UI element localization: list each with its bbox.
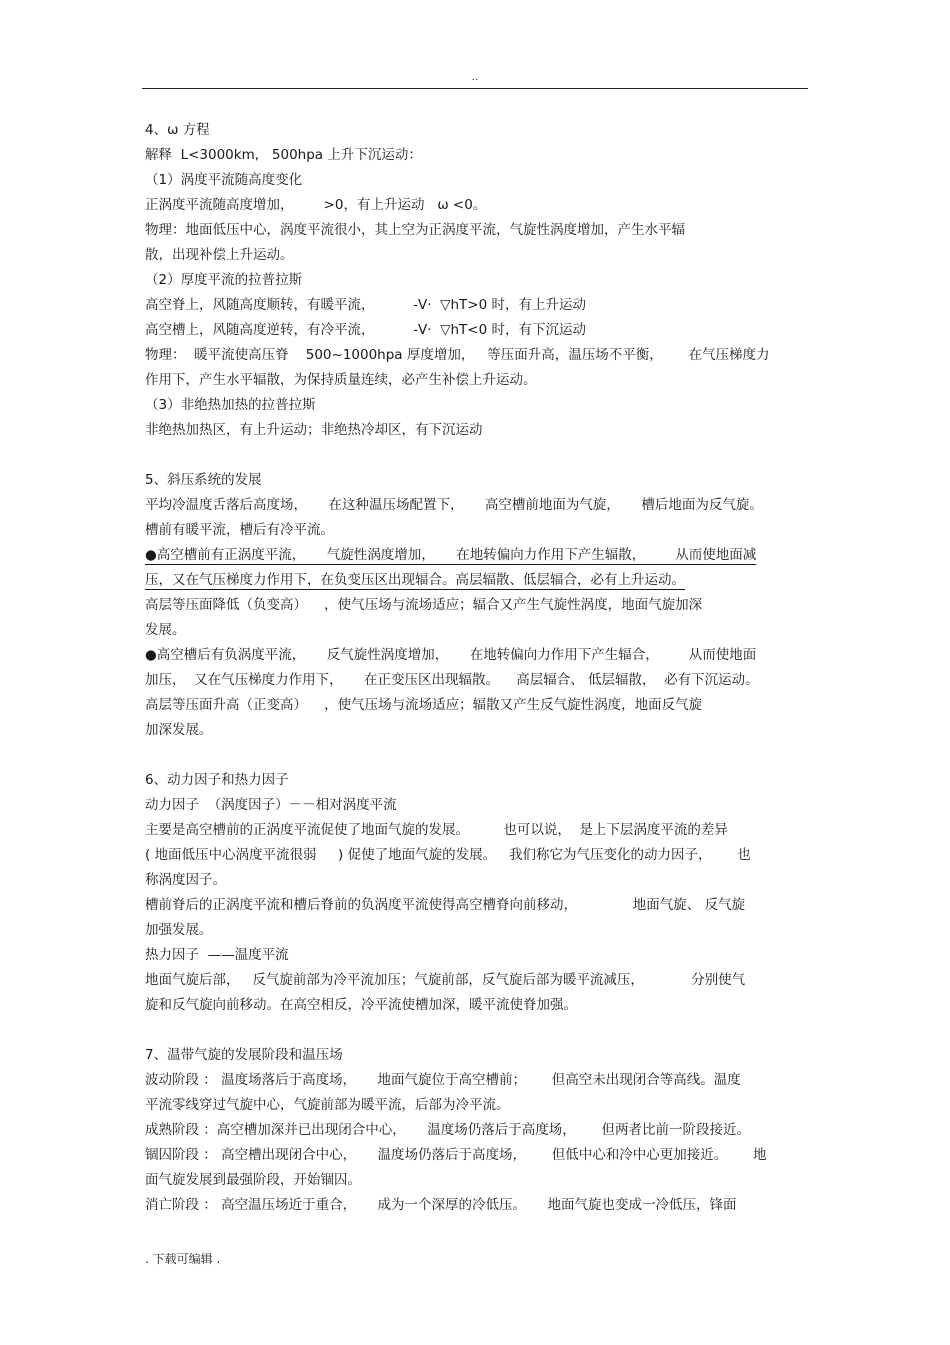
text-line: 高层等压面升高（正变高） ，使气压场与流场适应；辐散又产生反气旋性涡度，地面反气旋 [145, 697, 703, 713]
text-line: 槽前脊后的正涡度平流和槽后脊前的负涡度平流使得高空槽脊向前移动， 地面气旋、 反气旋 [145, 897, 746, 913]
text-line: 锢囚阶段 ： 高空槽出现闭合中心， 温度场仍落后于高度场， 但低中心和冷中心更加接近。 地 [145, 1147, 767, 1163]
section-7-heading: 7、温带气旋的发展阶段和温压场 [145, 1047, 343, 1063]
paragraph-gap [145, 743, 805, 768]
text-line: 物理：地面低压中心，涡度平流很小，其上空为正涡度平流，气旋性涡度增加，产生水平辐 [145, 222, 685, 238]
text-line: 主要是高空槽前的正涡度平流促使了地面气旋的发展。 也可以说， 是上下层涡度平流的差异 [145, 822, 728, 838]
text-line: 消亡阶段 ： 高空温压场近于重合， 成为一个深厚的冷低压。 地面气旋也变成一冷低压，锋面 [145, 1197, 737, 1213]
text-line: 成熟阶段 ：高空槽加深并已出现闭合中心， 温度场仍落后于高度场， 但两者比前一阶段接近。 [145, 1122, 750, 1138]
text-line: 动力因子 （涡度因子）－－相对涡度平流 [145, 797, 397, 813]
text-line: 发展。 [145, 622, 186, 638]
text-line: 散，出现补偿上升运动。 [145, 247, 294, 263]
section-4-heading: 4、ω 方程 [145, 122, 210, 138]
text-line: 地面气旋后部， 反气旋前部为冷平流加压；气旋前部，反气旋后部为暖平流减压， 分别使气 [145, 972, 746, 988]
text-line: ●高空槽后有负涡度平流， 反气旋性涡度增加， 在地转偏向力作用下产生辐合， 从而使地面 [145, 647, 757, 663]
underlined-line: 压，又在气压梯度力作用下，在负变压区出现辐合。高层辐散、低层辐合，必有上升运动。 [145, 572, 685, 588]
text-line: 物理： 暖平流使高压脊 500~1000hpa 厚度增加， 等压面升高，温压场不平衡， 在气压梯度力 [145, 347, 770, 363]
text-line: （3）非绝热加热的拉普拉斯 [145, 397, 316, 413]
text-line: 旋和反气旋向前移动。在高空相反，冷平流使槽加深，暖平流使脊加强。 [145, 997, 577, 1013]
text-line: 面气旋发展到最强阶段，开始锢囚。 [145, 1172, 361, 1188]
text-line: 作用下，产生水平辐散，为保持质量连续，必产生补偿上升运动。 [145, 372, 537, 388]
document-body [145, 118, 805, 1218]
text-line: 解释 L<3000km, 500hpa 上升下沉运动： [145, 147, 422, 163]
footer-note: . 下载可编辑 . [145, 1252, 221, 1266]
text-line: 加深发展。 [145, 722, 213, 738]
underlined-line: ●高空槽前有正涡度平流， 气旋性涡度增加， 在地转偏向力作用下产生辐散， 从而使地面减 [145, 547, 757, 563]
text-line: 称涡度因子。 [145, 872, 226, 888]
text-line: 加压， 又在气压梯度力作用下， 在正变压区出现辐散。 高层辐合、 低层辐散， 必有下沉运动。 [145, 672, 759, 688]
text-line: 平流零线穿过气旋中心，气旋前部为暖平流，后部为冷平流。 [145, 1097, 510, 1113]
text-line: 平均冷温度舌落后高度场， 在这种温压场配置下， 高空槽前地面为气旋， 槽后地面为反气旋。 [145, 497, 763, 513]
header-mark: .. [471, 70, 479, 83]
text-line: 波动阶段 ： 温度场落后于高度场， 地面气旋位于高空槽前； 但高空未出现闭合等高线。温度 [145, 1072, 741, 1088]
text-line: ( 地面低压中心涡度平流很弱 ) 促使了地面气旋的发展。 我们称它为气压变化的动力因子， 也 [145, 847, 751, 863]
text-line: （2）厚度平流的拉普拉斯 [145, 272, 303, 288]
text-line: 正涡度平流随高度增加， >0，有上升运动 ω <0。 [145, 197, 487, 213]
section-6-heading: 6、动力因子和热力因子 [145, 772, 289, 788]
section-5-heading: 5、斜压系统的发展 [145, 472, 262, 488]
text-line: 热力因子 ——温度平流 [145, 947, 289, 963]
text-line: 高层等压面降低（负变高） ，使气压场与流场适应；辐合又产生气旋性涡度，地面气旋加深 [145, 597, 703, 613]
paragraph-gap [145, 443, 805, 468]
text-line: 槽前有暖平流，槽后有冷平流。 [145, 522, 334, 538]
header-rule [142, 88, 808, 89]
text-line: 高空脊上，风随高度顺转，有暖平流， -V· ▽hT>0 时，有上升运动 [145, 297, 586, 313]
text-line: （1）涡度平流随高度变化 [145, 172, 303, 188]
text-line: 高空槽上，风随高度逆转，有冷平流， -V· ▽hT<0 时，有下沉运动 [145, 322, 586, 338]
paragraph-gap [145, 1018, 805, 1043]
text-line: 非绝热加热区，有上升运动；非绝热冷却区，有下沉运动 [145, 422, 483, 438]
text-line: 加强发展。 [145, 922, 213, 938]
